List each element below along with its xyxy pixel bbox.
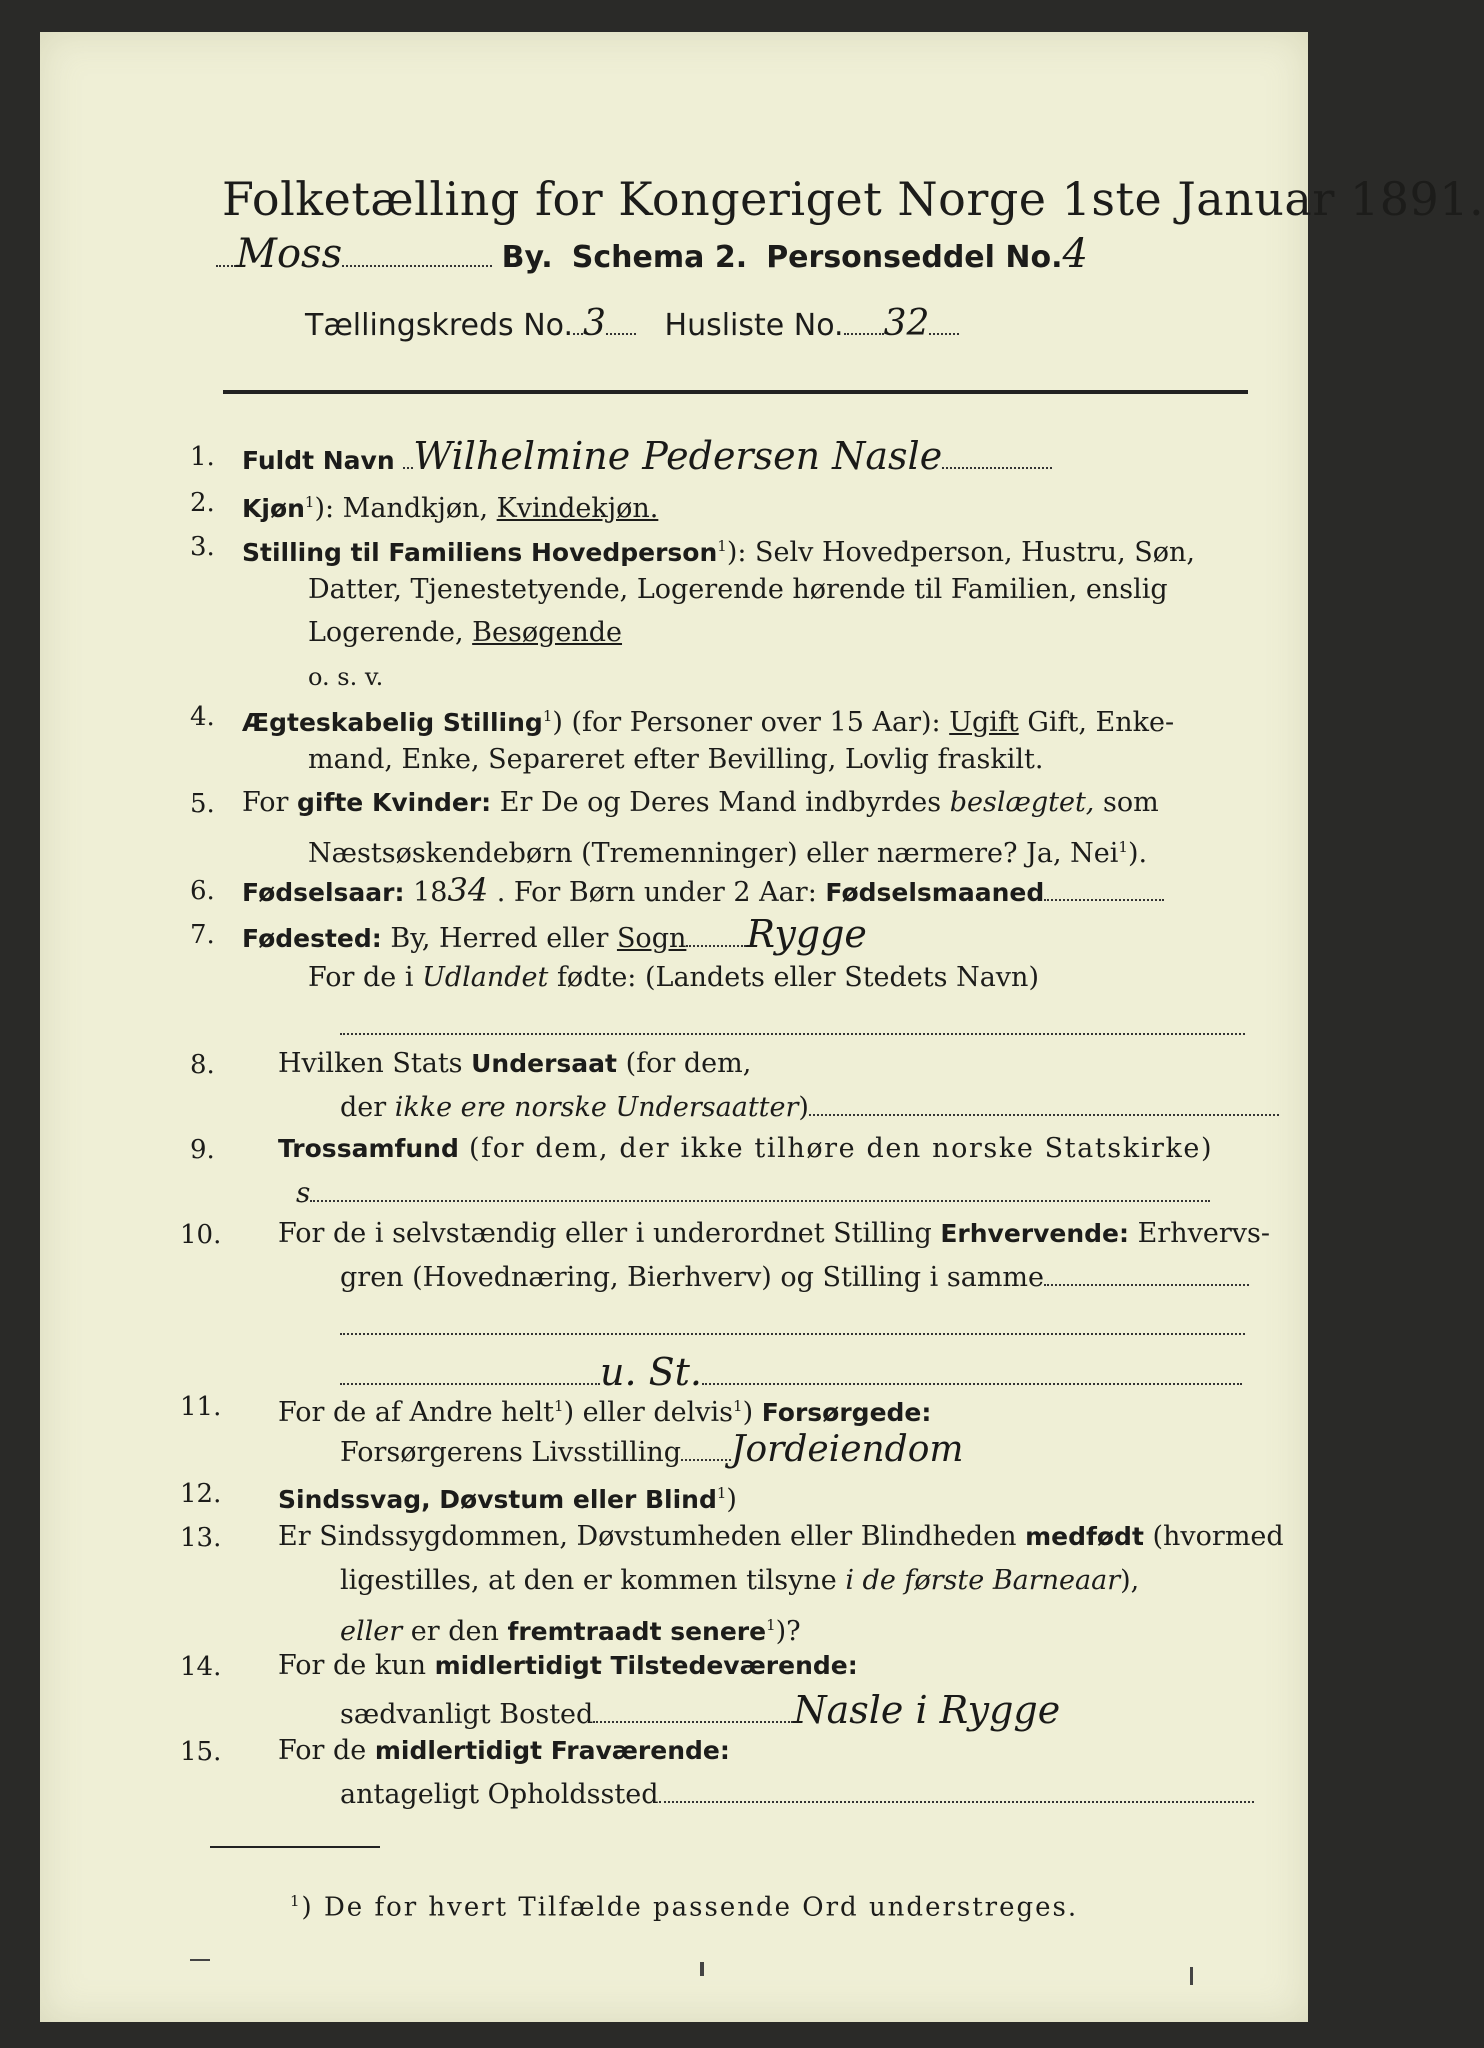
header-line-1 xyxy=(216,231,1088,277)
item-9-line-2 xyxy=(296,1176,1210,1211)
footnote-ref: 1 xyxy=(290,1892,302,1910)
item-3-line-1 xyxy=(242,529,1195,570)
birthplace-selected: Sogn xyxy=(616,923,687,954)
footnote-ref: 1 xyxy=(766,1616,776,1634)
temp-present-label: midlertidigt Tilstedeværende: xyxy=(434,1651,858,1680)
item-11-line-1 xyxy=(278,1389,931,1430)
birth-month-label: Fødselsmaaned xyxy=(825,878,1045,907)
item-7-line-1 xyxy=(242,912,867,956)
birthplace-handwritten: Rygge xyxy=(746,912,867,956)
personseddel-handwritten: 4 xyxy=(1062,231,1088,277)
item-2 xyxy=(242,485,658,526)
birthplace-label: Fødested: xyxy=(242,924,382,953)
item-13-line-1 xyxy=(278,1520,1284,1554)
abroad-prefix: For de i xyxy=(308,962,423,993)
disability-close: ) xyxy=(726,1484,737,1515)
occupation-text: gren (Hovednæring, Bierhverv) og Stilling i samme xyxy=(340,1262,1045,1293)
disability-label: Sindssvag, Døvstum eller Blind xyxy=(278,1485,717,1514)
marital-options: Gift, Enke- xyxy=(1018,707,1175,738)
marital-status-label: Ægteskabelig Stilling xyxy=(242,708,543,737)
item-8-line-1 xyxy=(278,1047,751,1081)
citizenship-close: ) xyxy=(798,1092,809,1123)
item-number: 2. xyxy=(190,488,215,518)
item-8-line-2 xyxy=(340,1091,1279,1125)
kreds-label: Tællingskreds No. xyxy=(305,308,573,343)
footnote-ref: 1 xyxy=(554,1397,564,1415)
occupation-prefix: For de i selvstændig eller i underordnet Stilling xyxy=(278,1218,941,1249)
citizenship-line2-prefix: der xyxy=(340,1092,395,1123)
item-14-line-1 xyxy=(278,1649,858,1683)
stray-mark xyxy=(700,1962,704,1976)
supporter-occupation-handwritten: Jordeiendom xyxy=(731,1429,964,1470)
item-4-line-1 xyxy=(242,699,1174,740)
full-name-handwritten: Wilhelmine Pedersen Nasle xyxy=(413,434,943,478)
occupation-suffix: Erhvervs- xyxy=(1129,1218,1270,1249)
supported-space: ) xyxy=(742,1397,762,1428)
footnote-ref: 1 xyxy=(304,493,315,511)
item-number: 3. xyxy=(190,532,215,562)
sex-label: Kjøn xyxy=(242,494,305,523)
footnote-ref: 1 xyxy=(717,537,727,555)
congenital-end: )? xyxy=(775,1616,801,1647)
abroad-italic: Udlandet xyxy=(422,962,549,993)
item-15-line-2 xyxy=(340,1778,1254,1812)
sex-options: ): Mandkjøn, xyxy=(314,493,497,524)
congenital-prefix: Er Sindssygdommen, Døvstumheden eller Blindheden xyxy=(278,1521,1026,1552)
item-number: 9. xyxy=(190,1135,215,1165)
item-number: 7. xyxy=(190,920,215,950)
citizenship-prefix: Hvilken Stats xyxy=(278,1048,472,1079)
stray-mark xyxy=(1190,1967,1193,1985)
sex-selected: Kvindekjøn. xyxy=(496,493,659,524)
congenital-line2-end: ), xyxy=(1120,1565,1140,1596)
congenital-label: medfødt xyxy=(1025,1522,1144,1551)
supported-prefix: For de af Andre helt xyxy=(278,1397,555,1428)
item-number: 15. xyxy=(180,1737,222,1767)
married-women-label: gifte Kvinder: xyxy=(297,788,492,817)
family-position-options-3: Logerende, xyxy=(308,617,473,648)
item-1 xyxy=(242,434,1052,478)
birth-year-text: . For Børn under 2 Aar: xyxy=(488,877,826,908)
family-position-selected: Besøgende xyxy=(472,617,623,648)
supported-label: Forsørgede: xyxy=(761,1398,932,1427)
birth-year-prefix: 18 xyxy=(404,877,448,908)
item-7-line-2 xyxy=(308,961,1039,995)
item-number: 14. xyxy=(180,1652,222,1682)
husliste-handwritten: 32 xyxy=(883,303,930,344)
footnote-ref: 1 xyxy=(542,707,553,725)
item-number: 6. xyxy=(190,876,215,906)
item-3-line-2: Datter, Tjenestetyende, Logerende hørende til Familien, enslig xyxy=(308,574,1168,605)
item-9-line-1 xyxy=(278,1132,1213,1166)
kreds-handwritten: 3 xyxy=(583,303,606,344)
religion-text: (for dem, der ikke tilhøre den norske Statskirke) xyxy=(458,1133,1214,1164)
item-5-line-1 xyxy=(242,786,1159,820)
item-3-line-3 xyxy=(308,616,622,650)
by-label: By. xyxy=(501,240,553,275)
footnote-ref: 1 xyxy=(1118,838,1128,856)
item-number: 13. xyxy=(180,1523,222,1553)
religion-label: Trossamfund xyxy=(278,1134,459,1163)
family-position-options: ): Selv Hovedperson, Hustru, Søn, xyxy=(726,537,1195,568)
item-number: 5. xyxy=(190,789,215,819)
form-title: Folketælling for Kongeriget Norge 1ste Januar 1891. xyxy=(222,172,1484,226)
religion-handwritten: s xyxy=(296,1176,311,1209)
item-3-line-4: o. s. v. xyxy=(308,663,384,691)
item-number: 8. xyxy=(190,1050,215,1080)
footnote xyxy=(290,1884,1078,1925)
footnote-rule xyxy=(210,1846,380,1848)
item-12 xyxy=(278,1476,737,1517)
congenital-line3: er den xyxy=(402,1616,508,1647)
item-7-line-3 xyxy=(340,1010,1245,1044)
family-position-label: Stilling til Familiens Hovedperson xyxy=(242,538,718,567)
footnote-ref: 1 xyxy=(733,1397,743,1415)
occupation-handwritten: u. St. xyxy=(600,1350,703,1394)
temp-absent-prefix: For de xyxy=(278,1735,375,1766)
usual-residence-label: sædvanligt Bosted xyxy=(340,1699,594,1730)
temp-absent-label: midlertidigt Fraværende: xyxy=(374,1736,730,1765)
citizenship-italic: ikke ere norske Undersaatter xyxy=(394,1092,799,1123)
birthplace-options: By, Herred eller xyxy=(381,923,617,954)
item-15-line-1 xyxy=(278,1734,730,1768)
item-13-line-2 xyxy=(340,1564,1139,1598)
header-rule xyxy=(223,390,1248,394)
supporter-occupation-label: Forsørgerens Livsstilling xyxy=(340,1437,682,1468)
item-5-end: ). xyxy=(1127,838,1148,869)
header-line-2 xyxy=(305,303,959,344)
husliste-label: Husliste No. xyxy=(664,308,844,343)
citizenship-label: Undersaat xyxy=(471,1049,617,1078)
congenital-suffix: (hvormed xyxy=(1143,1521,1284,1552)
item-10-line-2 xyxy=(340,1261,1249,1295)
item-14-line-2 xyxy=(340,1688,1061,1732)
birth-year-handwritten: 34 xyxy=(447,871,489,909)
abroad-text: fødte: (Landets eller Stedets Navn) xyxy=(548,962,1039,993)
item-5-text: Er De og Deres Mand indbyrdes xyxy=(491,787,950,818)
item-11-line-2 xyxy=(340,1429,964,1470)
item-5-prefix: For xyxy=(242,787,298,818)
supported-mid: ) eller delvis xyxy=(563,1397,734,1428)
personseddel-label: Personseddel No. xyxy=(766,240,1063,275)
item-number: 10. xyxy=(180,1220,222,1250)
item-5-text-2: Næstsøskendebørn (Tremenninger) eller nærmere? Ja, Nei xyxy=(308,838,1119,869)
marital-selected: Ugift xyxy=(949,707,1019,738)
schema-label: Schema 2. xyxy=(571,240,748,275)
item-number: 1. xyxy=(190,442,215,472)
item-5-suffix: som xyxy=(1094,787,1159,818)
stray-mark xyxy=(190,1959,210,1961)
item-5-italic: beslægtet, xyxy=(949,787,1095,818)
usual-residence-handwritten: Nasle i Rygge xyxy=(793,1688,1061,1732)
item-4-line-2: mand, Enke, Separeret efter Bevilling, Lovlig fraskilt. xyxy=(308,744,1044,775)
footnote-text: ) De for hvert Tilfælde passende Ord understreges. xyxy=(301,1892,1079,1923)
item-13-line-3 xyxy=(340,1608,801,1649)
item-10-line-3 xyxy=(340,1310,1245,1344)
temp-present-prefix: For de kun xyxy=(278,1650,435,1681)
city-handwritten: Moss xyxy=(236,231,343,277)
census-form xyxy=(40,32,1484,2022)
congenital-line2: ligestilles, at den er kommen tilsyne xyxy=(340,1565,846,1596)
occupation-label: Erhvervende: xyxy=(940,1219,1130,1248)
full-name-label: Fuldt Navn xyxy=(242,446,395,475)
marital-note: ) (for Personer over 15 Aar): xyxy=(552,707,950,738)
congenital-italic: i de første Barneaar xyxy=(845,1565,1121,1596)
presumed-residence-label: antageligt Opholdssted xyxy=(340,1779,659,1810)
later-onset-label: fremtraadt senere xyxy=(507,1617,767,1646)
item-number: 11. xyxy=(180,1392,222,1422)
footnote-ref: 1 xyxy=(716,1484,727,1502)
congenital-eller: eller xyxy=(340,1616,403,1647)
item-number: 12. xyxy=(180,1479,222,1509)
item-6 xyxy=(242,873,1164,910)
item-number: 4. xyxy=(190,702,215,732)
citizenship-suffix: (for dem, xyxy=(616,1048,752,1079)
item-5-line-2 xyxy=(308,830,1147,871)
item-10-line-1 xyxy=(278,1217,1270,1251)
birth-year-label: Fødselsaar: xyxy=(242,878,405,907)
